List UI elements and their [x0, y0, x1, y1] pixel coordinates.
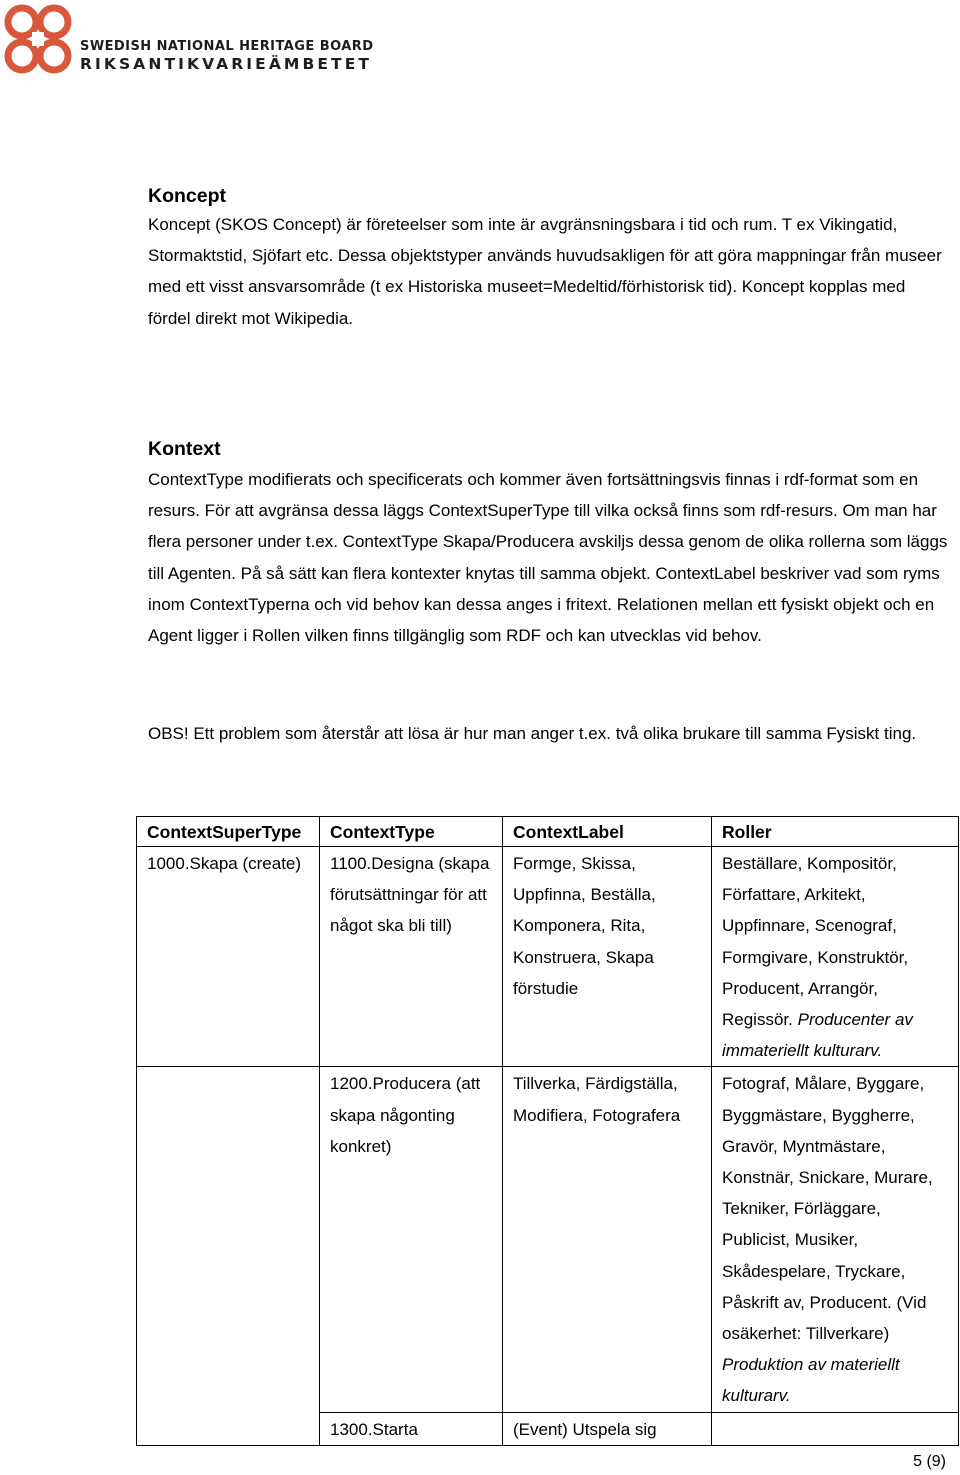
table-row: [137, 1067, 959, 1412]
section-title-koncept: Koncept: [148, 185, 226, 207]
table-cell-type: 1100.Designa (skapa förutsättningar för att något ska bli till): [320, 847, 503, 1067]
table-row: [137, 1412, 959, 1445]
table-header-row: [137, 817, 959, 847]
table-header-cell: ContextType: [320, 817, 503, 847]
logo-text-english: SWEDISH NATIONAL HERITAGE BOARD: [80, 39, 374, 54]
table-cell-label: Formge, Skissa, Uppfinna, Beställa, Komponera, Rita, Konstruera, Skapa förstudie: [503, 847, 712, 1067]
heritage-board-logo-icon: [2, 2, 74, 76]
logo: [0, 0, 374, 80]
obs-note: [148, 718, 948, 749]
page-number: 5 (9): [913, 1453, 946, 1470]
roles-note: Producenter av immateriellt kulturarv.: [722, 1010, 913, 1061]
obs-text: OBS! Ett problem som återstår att lösa är hur man anger t.ex. två olika brukare till samma Fysiskt ting.: [148, 724, 917, 743]
table-header-cell: Roller: [712, 817, 959, 847]
table-cell-roles: [712, 1412, 959, 1445]
table-cell-type: 1300.Starta: [320, 1412, 503, 1445]
section-kontext: [148, 436, 948, 651]
section-body-kontext: ContextType modifierats och specificerats och kommer även fortsättningsvis finnas i rdf-format som en resurs. För att avgränsa dessa läggs ContextSuperType till vilka också finns som rdf-resurs. Om man har flera personer under t.ex. ContextType Skapa/Producera avskiljs dessa genom de olika rollerna som läggs till Agenten. På så sätt kan flera kontexter knytas till samma objekt. ContextLabel beskriver vad som ryms inom ContextTyperna och vid behov kan dessa anges i fritext. Relationen mellan ett fysiskt objekt och en Agent ligger i Rollen vilken finns tillgänglig som RDF och kan utvecklas vid behov.: [148, 470, 948, 646]
table-cell-supertype: 1000.Skapa (create): [137, 847, 320, 1067]
table-cell-supertype: [137, 1412, 320, 1445]
context-table: [136, 816, 959, 1446]
roles-note: Produktion av materiellt kulturarv.: [722, 1355, 900, 1406]
table-cell-roles: [712, 847, 959, 1067]
table-cell-label: Tillverka, Färdigställa, Modifiera, Fotografera: [503, 1067, 712, 1412]
section-title-kontext: Kontext: [148, 438, 221, 460]
section-body-koncept: Koncept (SKOS Concept) är företeelser som inte är avgränsningsbara i tid och rum. T ex Vikingatid, Stormaktstid, Sjöfart etc. Dessa objektstyper används huvudsakligen för att göra mappningar från museer med ett visst ansvarsområde (t ex Historiska museet=Medeltid/förhistorisk tid). Koncept kopplas med fördel direkt mot Wikipedia.: [148, 215, 942, 328]
table-cell-supertype: [137, 1067, 320, 1412]
table-header-cell: ContextLabel: [503, 817, 712, 847]
table-cell-roles: [712, 1067, 959, 1412]
table-cell-type: 1200.Producera (att skapa någonting konkret): [320, 1067, 503, 1412]
roles-text: Fotograf, Målare, Byggare, Byggmästare, Byggherre, Gravör, Myntmästare, Konstnär, Snickare, Murare, Tekniker, Förläggare, Publicist, Musiker, Skådespelare, Tryckare, Påskrift av, Producent. (Vid osäkerhet: Tillverkare): [722, 1074, 933, 1344]
table-row: [137, 847, 959, 1067]
logo-text-swedish: RIKSANTIKVARIEÄMBETET: [80, 55, 373, 73]
section-koncept: [148, 183, 948, 334]
roles-text: Beställare, Kompositör, Författare, Arkitekt, Uppfinnare, Scenograf, Formgivare, Konstruktör, Producent, Arrangör, Regissör.: [722, 854, 909, 1030]
table-cell-label: (Event) Utspela sig: [503, 1412, 712, 1445]
table-header-cell: ContextSuperType: [137, 817, 320, 847]
